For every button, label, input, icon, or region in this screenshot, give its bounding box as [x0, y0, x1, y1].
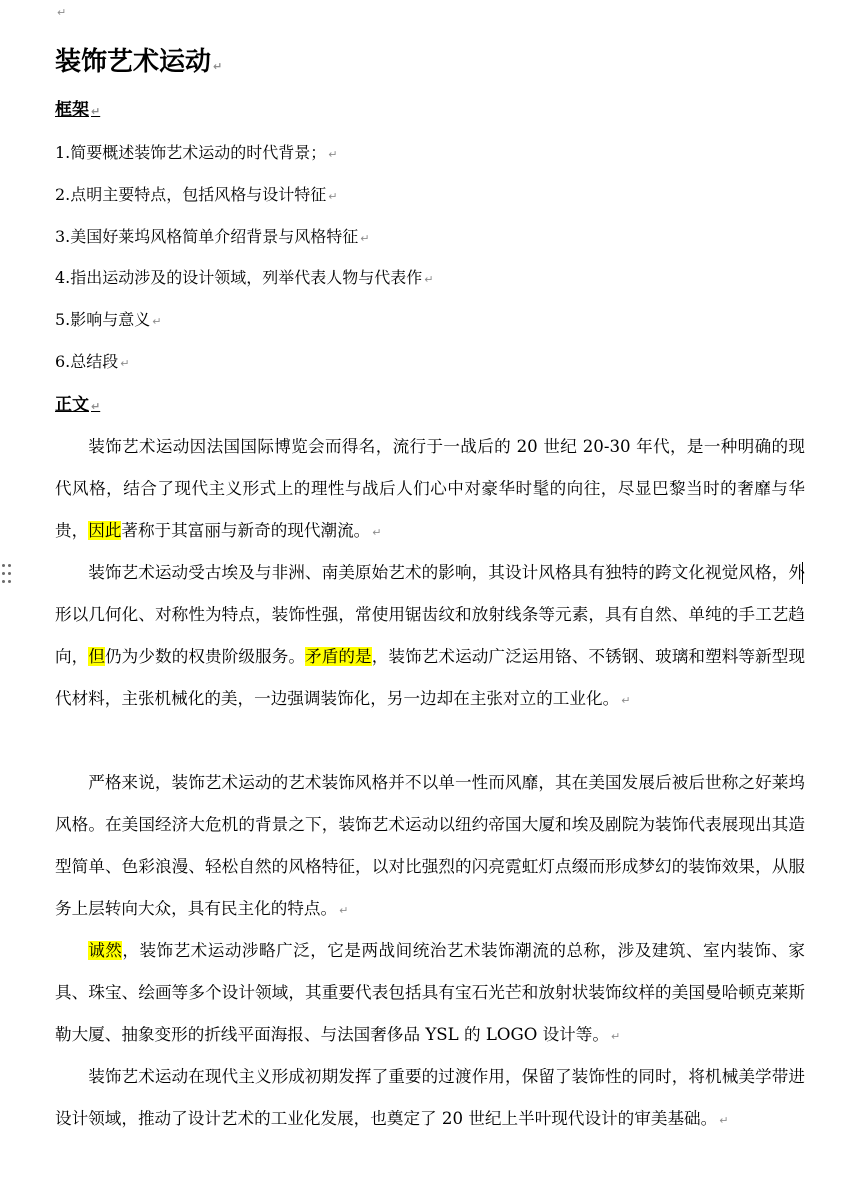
paragraph-mark: ↵ — [621, 694, 631, 707]
paragraph-mark: ↵ — [360, 232, 370, 245]
paragraph-mark: ↵ — [424, 273, 434, 286]
paragraph-mark: ↵ — [152, 315, 162, 328]
outline-item-text: 6.总结段 — [55, 352, 119, 371]
paragraph-text: 装饰艺术运动受古埃及与非洲、南美原始艺术的影响，其设计风格具有独特的跨文化视觉风格，外形以几何化、对称性为特点，装饰性强，常使用锯齿纹和放射线条等元素，具有自然、单纯的手工艺趋向， — [55, 563, 805, 666]
highlighted-text: 但 — [88, 647, 106, 666]
title-text: 装饰艺术运动 — [55, 47, 212, 77]
paragraph-text: 仍为少数的权贵阶级服务。 — [105, 647, 306, 666]
outline-item[interactable] — [55, 308, 162, 334]
body-paragraph-4[interactable] — [55, 930, 805, 1058]
paragraph-mark: ↵ — [120, 357, 130, 370]
highlighted-text: 因此 — [88, 521, 122, 540]
paragraph-text: 著称于其富丽与新奇的现代潮流。 — [121, 521, 371, 540]
paragraph-text: 装饰艺术运动在现代主义形成初期发挥了重要的过渡作用，保留了装饰性的同时，将机械美学带进设计领域，推动了设计艺术的工业化发展，也奠定了 20 世纪上半叶现代设计的审美基础。 — [55, 1067, 805, 1128]
outline-item[interactable] — [55, 350, 130, 376]
paragraph-text: 严格来说，装饰艺术运动的艺术装饰风格并不以单一性而风靡，其在美国发展后被后世称之好莱坞风格。在美国经济大危机的背景之下，装饰艺术运动以纽约帝国大厦和埃及剧院为装饰代表展现出其造型简单、色彩浪漫、轻松自然的风格特征，以对比强烈的闪亮霓虹灯点缀而形成梦幻的装饰效果，从服务上层转向大众，具有民主化的特点。 — [55, 773, 805, 918]
outline-item[interactable] — [55, 266, 434, 292]
paragraph-mark: ↵ — [372, 526, 382, 539]
highlighted-text: 矛盾的是 — [305, 647, 372, 666]
highlighted-text: 诚然 — [88, 941, 123, 960]
outline-heading[interactable] — [55, 98, 100, 124]
paragraph-mark: ↵ — [610, 1030, 621, 1043]
outline-item[interactable] — [55, 225, 370, 251]
outline-item-text: 1.简要概述装饰艺术运动的时代背景； — [55, 143, 327, 162]
paragraph-mark: ↵ — [57, 6, 67, 19]
body-paragraph-2[interactable] — [55, 552, 805, 722]
paragraph-mark: ↵ — [91, 105, 101, 118]
paragraph-mark: ↵ — [339, 904, 349, 917]
body-heading[interactable] — [55, 393, 100, 419]
body-paragraph-1[interactable] — [55, 426, 805, 554]
paragraph-mark: ↵ — [213, 60, 223, 73]
outline-item-text: 5.影响与意义 — [55, 310, 151, 329]
drag-handle-icon[interactable] — [2, 564, 12, 586]
outline-item[interactable] — [55, 141, 338, 167]
outline-item-text: 3.美国好莱坞风格简单介绍背景与风格特征 — [55, 227, 359, 246]
outline-heading-text: 框架 — [55, 100, 89, 120]
body-paragraph-5[interactable] — [55, 1056, 805, 1142]
paragraph-mark: ↵ — [328, 190, 338, 203]
outline-item-text: 2.点明主要特点，包括风格与设计特征 — [55, 185, 327, 204]
body-heading-text: 正文 — [55, 395, 89, 415]
paragraph-mark: ↵ — [328, 148, 338, 161]
paragraph-mark: ↵ — [719, 1114, 729, 1127]
outline-item[interactable] — [55, 183, 338, 209]
outline-item-text: 4.指出运动涉及的设计领域，列举代表人物与代表作 — [55, 268, 423, 287]
paragraph-text: ，装饰艺术运动涉略广泛，它是两战间统治艺术装饰潮流的总称，涉及建筑、室内装饰、家具、珠宝、绘画等多个设计领域，其重要代表包括具有宝石光芒和放射状装饰纹样的美国曼哈顿克莱斯勒大厦、抽象变形的折线平面海报、与法国奢侈品 YSL 的 LOGO 设计等。 — [55, 941, 806, 1044]
paragraph-text: ，装饰艺术运动广泛运用铬、不锈钢、玻璃和塑料等新型现代材料，主张机械化的美，一边强调装饰化，另一边却在主张对立的工业化。 — [55, 647, 806, 708]
paragraph-text: 装饰艺术运动因法国国际博览会而得名，流行于一战后的 20 世纪 20-30 年代，是一种明确的现代风格，结合了现代主义形式上的理性与战后人们心中对豪华时髦的向往，尽显巴黎当时的奢靡与华贵， — [55, 437, 805, 540]
document-title[interactable] — [55, 44, 222, 85]
body-paragraph-3[interactable] — [55, 762, 805, 932]
paragraph-mark: ↵ — [91, 400, 101, 413]
